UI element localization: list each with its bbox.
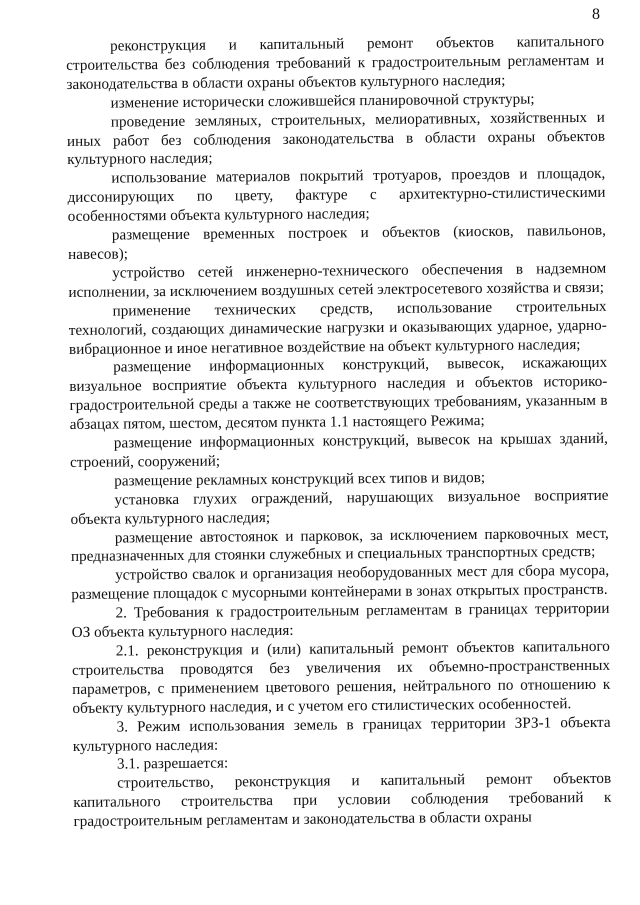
paragraph: размещение автостоянок и парковок, за исключением парковочных мест, предназначенных для стоянки служебных и специальных транспортных средств; [70,524,609,566]
paragraph: 3.1. разрешается: [116,754,229,773]
paragraph: устройство сетей инженерно-технического обеспечения в надземном исполнении, за исключением воздушных сетей электросетевого хозяйства и связи; [68,259,607,301]
paragraph: изменение исторически сложившейся планировочной структуры; [110,90,535,112]
paragraph: размещение информационных конструкций, вывесок на крышах зданий, строений, сооружений; [69,429,608,471]
paragraph: 2. Требования к градостроительным регламентам в границах территории ОЗ объекта культурного наследия: [71,599,610,642]
paragraph: 3. Режим использования земель в границах территории ЗРЗ-1 объекта культурного наследия: [72,713,611,755]
document-body [66,33,612,832]
paragraph: размещение временных построек и объектов (киосков, павильонов, навесов); [67,221,606,263]
page-number: 8 [592,6,600,23]
paragraph: строительство, реконструкция и капитальный ремонт объектов капитального строительства при условии соблюдения требований к градостроительным регламентам и законодательства в области охраны [73,770,612,831]
paragraph: размещение рекламных конструкций всех типов и видов; [114,468,486,490]
paragraph: размещение информационных конструкций, вывесок, искажающих визуальное восприятие объекта культурного наследия и объектов историко-градостроительной среды а также не соответствующих требованиям, указанным в абзацах пятом, шестом, десятом пункта 1.1 настоящего Режима; [69,354,608,434]
paragraph: 2.1. реконструкция и (или) капитальный ремонт объектов капитального строительства проводятся без увеличения их объемно-пространственных параметров, с применением цветового решения, нейтрального по отношению к объекту культурного наследия, и с учетом его стилистических особенностей. [71,637,611,717]
paragraph: проведение земляных, строительных, мелиоративных, хозяйственных и иных работ без соблюдения законодательства в области охраны объектов культурного наследия; [66,108,606,169]
paragraph: устройство свалок и организация необорудованных мест для сбора мусора, размещение площадок с мусорными контейнерами в зонах открытых пространств. [71,562,610,604]
paragraph: применение технических средств, использование строительных технологий, создающих динамические нагрузки и оказывающих ударное, ударно-вибрационное и иное негативное воздействие на объект культурного наследия; [68,297,607,358]
paragraph: установка глухих ограждений, нарушающих визуальное восприятие объекта культурного наследия; [70,486,609,528]
paragraph: реконструкция и капитальный ремонт объектов капитального строительства без соблюдения требований к градостроительным регламентам и законодательства в области охраны объектов культурного наследия; [66,32,605,93]
paragraph: использование материалов покрытий тротуаров, проездов и площадок, диссонирующих по цвету, фактуре с архитектурно-стилистическими особенностями объекта культурного наследия; [67,165,606,226]
